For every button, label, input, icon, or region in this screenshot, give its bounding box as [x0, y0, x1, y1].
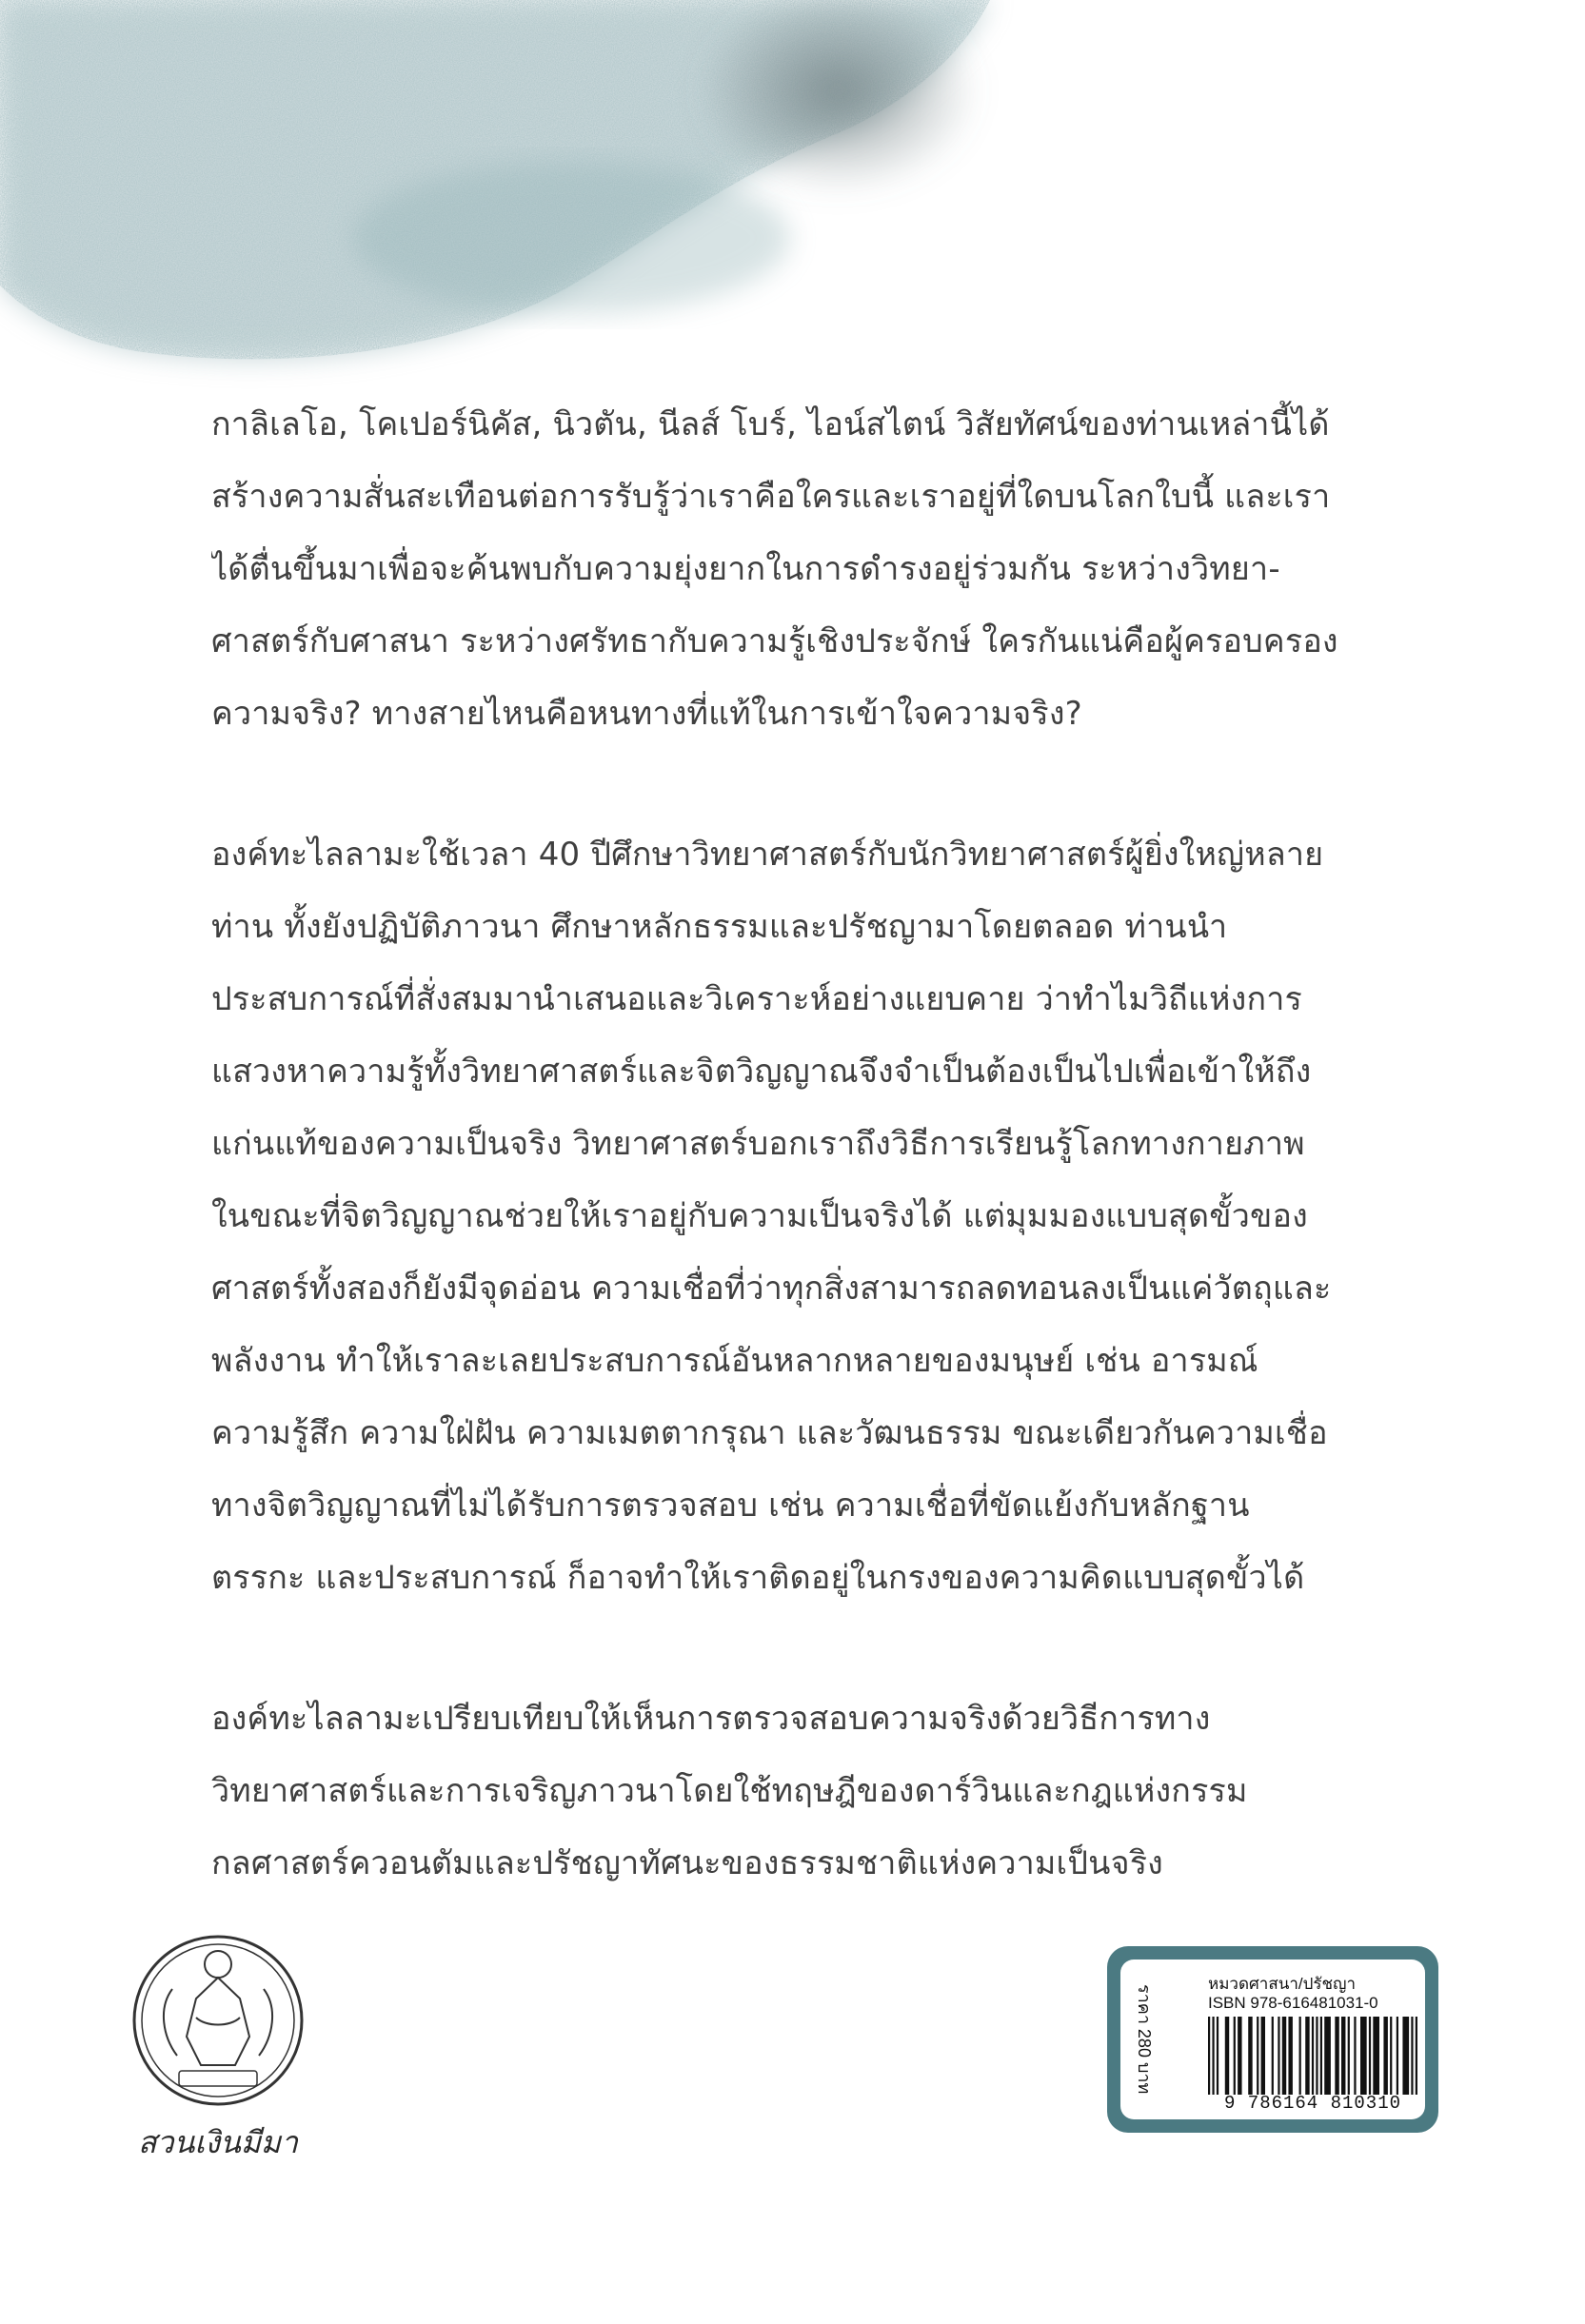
category-label: หมวดศาสนา/ปรัชญา — [1208, 1975, 1357, 1993]
barcode-bar — [1354, 2017, 1356, 2095]
text-line: พลังงาน ทำให้เราละเลยประสบการณ์อันหลากหลายของมนุษย์ เช่น อารมณ์ — [211, 1342, 1258, 1380]
text-line: สร้างความสั่นสะเทือนต่อการรับรู้ว่าเราคือใครและเราอยู่ที่ใดบนโลกใบนี้ และเรา — [211, 478, 1331, 516]
text-line: แก่นแท้ของความเป็นจริง วิทยาศาสตร์บอกเราถึงวิธีการเรียนรู้โลกทางกายภาพ — [211, 1125, 1305, 1163]
barcode-bar — [1341, 2017, 1345, 2095]
barcode-bar — [1257, 2017, 1258, 2095]
text-line: องค์ทะไลลามะใช้เวลา 40 ปีศึกษาวิทยาศาสตร์กับนักวิทยาศาสตร์ผู้ยิ่งใหญ่หลาย — [211, 836, 1324, 874]
text-line: ได้ตื่นขึ้นมาเพื่อจะค้นพบกับความยุ่งยากในการดำรงอยู่ร่วมกัน ระหว่างวิทยา- — [211, 550, 1280, 588]
barcode-bar — [1312, 2017, 1314, 2095]
paragraph — [211, 388, 1375, 750]
barcode-bar — [1316, 2017, 1318, 2095]
text-line: ความรู้สึก ความใฝ่ฝัน ความเมตตากรุณา และวัฒนธรรม ขณะเดียวกันความเชื่อ — [211, 1414, 1328, 1452]
text-line: กลศาสตร์ควอนตัมและปรัชญาทัศนะของธรรมชาติแห่งความเป็นจริง — [211, 1844, 1163, 1882]
barcode-bar — [1324, 2017, 1331, 2095]
barcode-bar — [1373, 2017, 1379, 2095]
barcode-card — [1120, 1960, 1425, 2119]
barcode-bar — [1208, 2017, 1210, 2095]
paragraph — [211, 818, 1375, 1614]
barcode-bar — [1402, 2017, 1409, 2095]
barcode-bar — [1397, 2017, 1398, 2095]
text-line: ในขณะที่จิตวิญญาณช่วยให้เราอยู่กับความเป็นจริงได้ แต่มุมมองแบบสุดขั้วของ — [211, 1197, 1308, 1235]
barcode-bar — [1383, 2017, 1387, 2095]
barcode-bar — [1278, 2017, 1279, 2095]
text-line: ศาสตร์กับศาสนา ระหว่างศรัทธากับความรู้เชิงประจักษ์ ใครกันแน่คือผู้ครอบครอง — [211, 622, 1338, 660]
publisher-signature: สวนเงินมีมา — [138, 2124, 298, 2160]
barcode-bar — [1320, 2017, 1322, 2095]
barcode-bar — [1282, 2017, 1286, 2095]
barcode-bar — [1238, 2017, 1241, 2095]
barcode-bars — [1208, 2017, 1417, 2095]
barcode-bar — [1288, 2017, 1292, 2095]
text-line: ตรรกะ และประสบการณ์ ก็อาจทำให้เราติดอยู่ในกรงของความคิดแบบสุดขั้วได้ — [211, 1559, 1305, 1597]
text-line: กาลิเลโอ, โคเปอร์นิคัส, นิวตัน, นีลส์ โบร์, ไอน์สไตน์ วิสัยทัศน์ของท่านเหล่านี้ได้ — [211, 405, 1330, 443]
barcode-panel — [1107, 1946, 1438, 2133]
text-line: ศาสตร์ทั้งสองก็ยังมีจุดอ่อน ความเชื่อที่ว่าทุกสิ่งสามารถลดทอนลงเป็นแค่วัตถุและ — [211, 1270, 1332, 1308]
text-line: องค์ทะไลลามะเปรียบเทียบให้เห็นการตรวจสอบความจริงด้วยวิธีการทาง — [211, 1700, 1211, 1738]
publisher-seal-icon — [129, 1932, 307, 2109]
text-line: ท่าน ทั้งยังปฏิบัติภาวนา ศึกษาหลักธรรมและปรัชญามาโดยตลอด ท่านนำ — [211, 908, 1228, 946]
barcode-bar — [1390, 2017, 1392, 2095]
barcode-bar — [1225, 2017, 1229, 2095]
barcode-bar — [1272, 2017, 1274, 2095]
barcode-digits: 9 786164 810310 — [1223, 2093, 1402, 2114]
barcode-bar — [1348, 2017, 1350, 2095]
text-line: ทางจิตวิญญาณที่ไม่ได้รับการตรวจสอบ เช่น ความเชื่อที่ขัดแย้งกับหลักฐาน — [211, 1487, 1250, 1525]
barcode-bar — [1299, 2017, 1301, 2095]
barcode-bar — [1234, 2017, 1236, 2095]
paragraph — [211, 1683, 1375, 1900]
barcode-bar — [1360, 2017, 1367, 2095]
barcode-bar — [1369, 2017, 1371, 2095]
barcode-bar — [1217, 2017, 1218, 2095]
text-line: แสวงหาความรู้ทั้งวิทยาศาสตร์และจิตวิญญาณจึงจำเป็นต้องเป็นไปเพื่อเข้าให้ถึง — [211, 1053, 1312, 1091]
barcode-bar — [1411, 2017, 1413, 2095]
barcode-bar — [1212, 2017, 1214, 2095]
text-line: วิทยาศาสตร์และการเจริญภาวนาโดยใช้ทฤษฎีของดาร์วินและกฎแห่งกรรม — [211, 1772, 1248, 1810]
isbn-label: ISBN 978-616481031-0 — [1208, 1994, 1378, 2012]
text-line: ความจริง? ทางสายไหนคือหนทางที่แท้ในการเข้าใจความจริง? — [211, 695, 1082, 733]
price-label: ราคา 280 บาท — [1135, 1984, 1154, 2095]
blurb — [211, 388, 1375, 1968]
barcode-bar — [1416, 2017, 1417, 2095]
barcode-bar — [1305, 2017, 1309, 2095]
barcode-bar — [1248, 2017, 1252, 2095]
barcode-bar — [1335, 2017, 1338, 2095]
watercolor-wash — [0, 0, 1585, 400]
barcode-bar — [1261, 2017, 1265, 2095]
text-line: ประสบการณ์ที่สั่งสมมานำเสนอและวิเคราะห์อย่างแยบคาย ว่าทำไมวิถีแห่งการ — [211, 980, 1302, 1018]
